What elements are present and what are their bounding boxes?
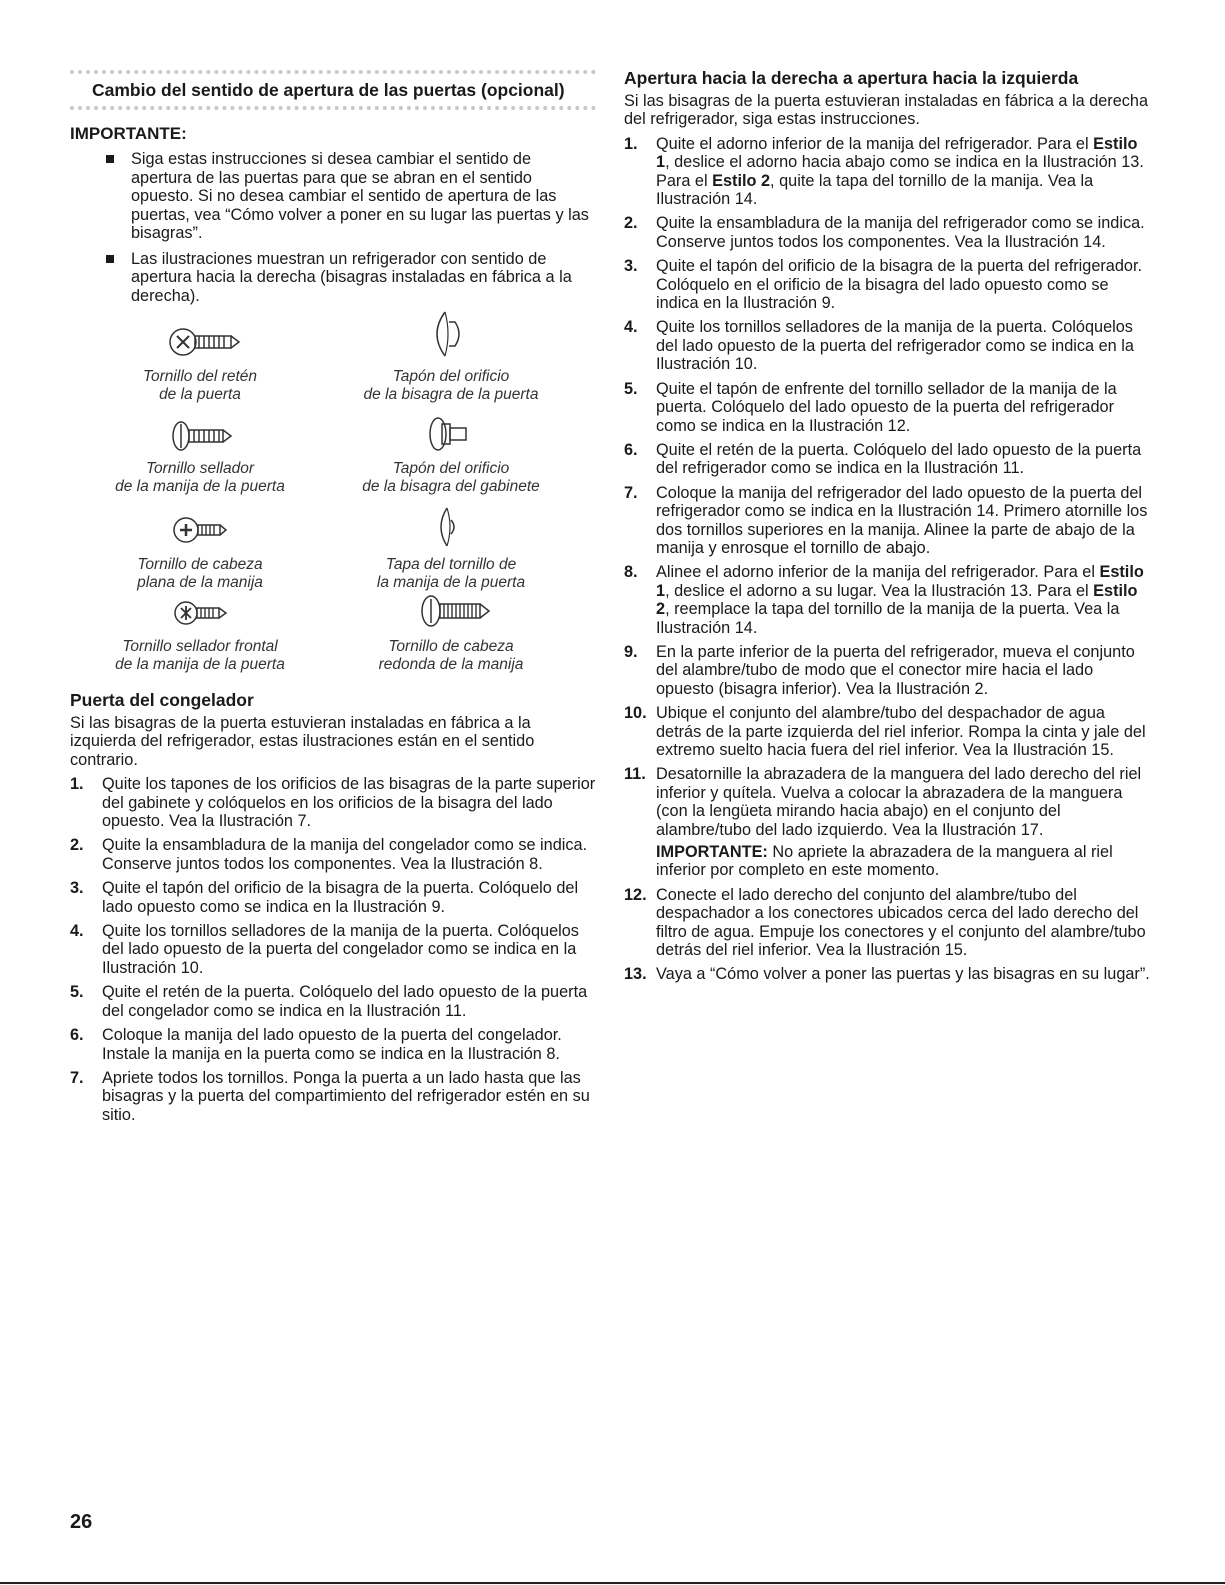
step-item: 1. Quite el adorno inferior de la manija del refrigerador. Para el Estilo 1, deslice el adorno hacia abajo como se indica en la Ilustración 13. Para el Estilo 2, quite la tapa del tornillo de la manija. Vea la Ilustración 14. [624, 134, 1144, 209]
illustration-caption: Tornillo de cabeza [137, 556, 263, 573]
step-item: 13. Vaya a “Cómo volver a poner las puertas y las bisagras en su lugar”. [624, 965, 1150, 984]
door-hinge-hole-plug-icon [421, 304, 481, 364]
illustration-caption: de la manija de la puerta [115, 656, 285, 673]
illustration-caption: Tapa del tornillo de [385, 556, 517, 573]
round-head-handle-screw-icon [401, 588, 501, 634]
door-stop-screw-icon [155, 316, 245, 364]
illustration-caption: Tornillo sellador [146, 460, 254, 477]
flat-head-handle-screw-icon [160, 508, 240, 552]
bottom-rule [0, 1582, 1225, 1584]
illustration-handle-seal-screw [90, 416, 310, 496]
bullet-square-icon [106, 155, 114, 163]
illustration-door-stop-screw [110, 316, 290, 404]
door-handle-screw-cover-icon [421, 502, 481, 552]
illustration-caption: de la puerta [159, 386, 241, 403]
illustration-front-seal-screw [90, 592, 310, 674]
refrigerator-steps [624, 135, 1150, 984]
illustration-caption: de la bisagra del gabinete [362, 478, 540, 495]
illustration-caption: Tapón del orificio [392, 368, 510, 385]
step-item: 6. Quite el retén de la puerta. Colóquelo del lado opuesto de la puerta del refrigerador como se indica en la Ilustración 11. [624, 440, 1142, 478]
illustration-door-hinge-plug [346, 304, 556, 404]
step-item: 10. Ubique el conjunto del alambre/tubo del despachador de agua detrás de la parte izquierda del riel inferior. Rompa la cinta y jale del extremo suelto hacia fuera del riel inferior. Vea la Ilustración 15. [624, 704, 1146, 759]
freezer-door-heading: Puerta del congelador [70, 690, 254, 710]
illustration-caption: de la manija de la puerta [115, 478, 285, 495]
step-item: 2. Quite la ensambladura de la manija del congelador como se indica. Conserve juntos todos los componentes. Vea la Ilustración 8. [70, 836, 588, 873]
illustration-caption: plana de la manija [137, 574, 263, 591]
important-label: IMPORTANTE: [70, 124, 187, 143]
freezer-intro: Si las bisagras de la puerta estuvieran instaladas en fábrica a la izquierda del refrigerador, estas ilustraciones están en el sentido contrario. [70, 714, 535, 769]
step-item: 9. En la parte inferior de la puerta del refrigerador, mueva el conjunto del alambre/tubo de modo que el conector mire hacia el lado opuesto (bisagra inferior). Vea la Ilustración 2. [624, 642, 1135, 698]
bullet-item: Las ilustraciones muestran un refrigerador con sentido de apertura hacia la derecha (bisagras instaladas en fábrica a la derecha). [106, 250, 596, 306]
right-column [624, 68, 1150, 990]
illustration-caption: redonda de la manija [378, 656, 524, 673]
illustration-caption: la manija de la puerta [376, 574, 526, 591]
page-number: 26 [70, 1511, 93, 1533]
bullet-square-icon [106, 255, 114, 263]
freezer-steps [70, 775, 596, 1124]
door-handle-seal-screw-icon [155, 416, 245, 456]
bullet-item: Siga estas instrucciones si desea cambiar el sentido de apertura de las puertas para que se abran en el sentido opuesto. Si no desea cambiar el sentido de apertura de las puertas, vea “Cómo volver a poner en su lugar las puertas y las bisagras”. [106, 150, 596, 243]
left-column [70, 70, 596, 1130]
step-item: 12. Conecte el lado derecho del conjunto del alambre/tubo del despachador a los conectores ubicados cerca del lado derecho del filtro de agua. Empuje los conectores y el conjunto del alambre/tubo detrás del riel inferior. Vea la Ilustración 15. [624, 885, 1146, 960]
step-item: 2. Quite la ensambladura de la manija del refrigerador como se indica. Conserve juntos todos los componentes. Vea la Ilustración 14. [624, 214, 1145, 251]
illustration-screw-cover [346, 502, 556, 592]
step-item: 4. Quite los tornillos selladores de la manija de la puerta. Colóquelos del lado opuesto de la puerta del congelador como se indica en la Ilustración 10. [70, 922, 579, 977]
illustration-caption: Tornillo del retén [142, 368, 258, 385]
step-item: 11. Desatornille la abrazadera de la manguera del lado derecho del riel inferior y quítela. Vuelva a colocar la abrazadera de la manguera (con la lengüeta mirando hacia abajo) en el conjunto del alambre/tubo del lado izquierdo. Vea la Ilustración 17. IMPORTANTE: No apriete la abrazadera de la manguera al riel inferior por completo en este momento. [624, 765, 1150, 879]
parts-illustrations [70, 312, 596, 690]
illustration-caption: Tornillo de cabeza [388, 638, 514, 655]
illustration-cabinet-hinge-plug [346, 412, 556, 496]
illustration-round-head-screw [346, 588, 556, 674]
step-item: 7. Coloque la manija del refrigerador del lado opuesto de la puerta del refrigerador como se indica en la Ilustración 14. Primero atornille los dos tornillos superiores en la manija. Alinee la parte de abajo de la manija y enrosque el tornillo de abajo. [624, 483, 1148, 557]
step-item: 8. Alinee el adorno inferior de la manija del refrigerador. Para el Estilo 1, deslice el adorno a su lugar. Vea la Ilustración 13. Para el Estilo 2, reemplace la tapa del tornillo de la manija de la puerta. Vea la Ilustración 14. [624, 563, 1144, 637]
right-to-left-heading: Apertura hacia la derecha a apertura hacia la izquierda [624, 68, 1079, 88]
important-note: IMPORTANTE: No apriete la abrazadera de la manguera al riel inferior por completo en este momento. [656, 843, 1113, 880]
right-to-left-intro: Si las bisagras de la puerta estuvieran instaladas en fábrica a la derecha del refrigerador, siga estas instrucciones. [624, 92, 1149, 129]
cabinet-hinge-hole-plug-icon [416, 412, 486, 456]
step-item: 5. Quite el retén de la puerta. Colóquelo del lado opuesto de la puerta del congelador como se indica en la Ilustración 11. [70, 983, 588, 1020]
step-item: 3. Quite el tapón del orificio de la bisagra de la puerta. Colóquelo del lado opuesto como se indica en la Ilustración 9. [70, 879, 579, 916]
step-item: 6. Coloque la manija del lado opuesto de la puerta del congelador. Instale la manija en la puerta como se indica en la Ilustración 8. [70, 1026, 562, 1063]
illustration-flat-head-screw [100, 508, 300, 592]
illustration-caption: de la bisagra de la puerta [363, 386, 539, 403]
illustration-caption: Tornillo sellador frontal [122, 638, 278, 655]
step-item: 5. Quite el tapón de enfrente del tornillo sellador de la manija de la puerta. Colóquelo del lado opuesto de la puerta del refrigerador como se indica en la Ilustración 12. [624, 379, 1117, 435]
step-item: 7. Apriete todos los tornillos. Ponga la puerta a un lado hasta que las bisagras y la puerta del compartimiento del refrigerador estén en su sitio. [70, 1068, 590, 1124]
illustration-caption: Tapón del orificio [392, 460, 510, 477]
front-seal-screw-icon [160, 592, 240, 634]
step-item: 1. Quite los tapones de los orificios de las bisagras de la parte superior del gabinete y colóquelos en los orificios de la bisagra del lado opuesto. Vea la Ilustración 7. [70, 775, 596, 831]
section-title: Cambio del sentido de apertura de las puertas (opcional) [70, 70, 596, 110]
step-item: 4. Quite los tornillos selladores de la manija de la puerta. Colóquelos del lado opuesto de la puerta del refrigerador como se indica en la Ilustración 10. [624, 318, 1134, 374]
step-item: 3. Quite el tapón del orificio de la bisagra de la puerta del refrigerador. Colóquelo en el orificio de la bisagra del lado opuesto como se indica en la Ilustración 9. [624, 257, 1143, 313]
important-bullets [70, 150, 596, 305]
